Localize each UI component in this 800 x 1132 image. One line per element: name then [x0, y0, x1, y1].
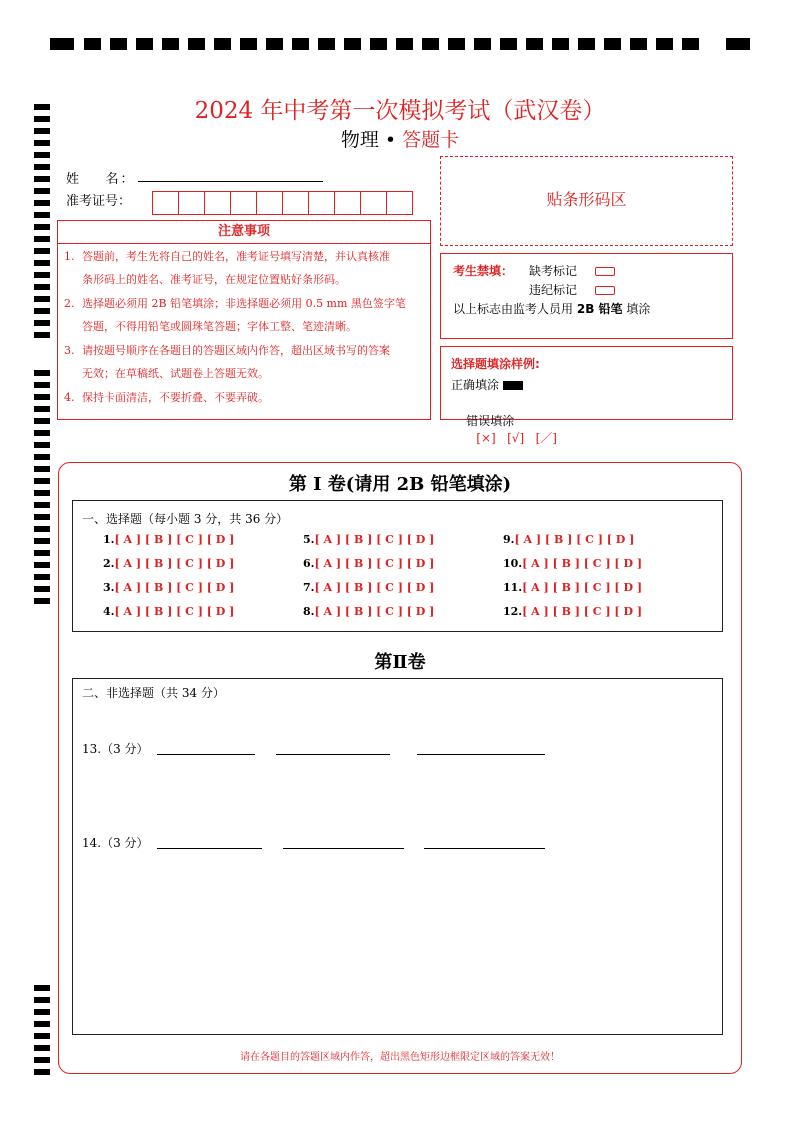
answer-options[interactable]: [ A ] [ B ] [ C ] [ D ] [114, 557, 235, 570]
choice-question[interactable] [303, 581, 434, 594]
note-item: 3. 请按题号顺序在各题目的答题区域内作答，超出区域书写的答案 无效；在草稿纸、试题卷上答题无效。 [64, 344, 390, 380]
timing-mark [34, 562, 50, 568]
forbid-panel [440, 253, 733, 339]
timing-mark [34, 236, 50, 242]
timing-mark [344, 38, 361, 50]
timing-mark [34, 308, 50, 314]
timing-mark [448, 38, 465, 50]
answer-options[interactable]: [ A ] [ B ] [ C ] [ D ] [114, 533, 235, 546]
sample-heading: 选择题填涂样例: [451, 357, 540, 371]
timing-mark [34, 284, 50, 290]
timing-mark [34, 1021, 50, 1027]
timing-mark [526, 38, 543, 50]
timing-mark [34, 370, 50, 376]
timing-mark [34, 985, 50, 991]
part1-title: 第 I 卷(请用 2B 铅笔填涂) [288, 474, 512, 495]
timing-mark [630, 38, 647, 50]
timing-mark [34, 320, 50, 326]
correct-fill-mark [503, 381, 523, 390]
timing-mark [34, 997, 50, 1003]
timing-mark [604, 38, 621, 50]
choice-question[interactable] [103, 533, 234, 546]
q13-blank-1[interactable] [157, 754, 255, 755]
timing-mark [34, 538, 50, 544]
exam-id-digit-box[interactable] [334, 191, 361, 215]
question-number: 12. [503, 605, 523, 618]
page-subtitle [0, 125, 800, 152]
fill-sample-panel [440, 346, 733, 445]
choice-question[interactable] [303, 533, 434, 546]
violation-label: 违纪标记 [529, 283, 578, 297]
answer-options[interactable]: [ A ] [ B ] [ C ] [ D ] [114, 605, 235, 618]
timing-mark [34, 394, 50, 400]
timing-mark [188, 38, 205, 50]
timing-mark [214, 38, 231, 50]
subtitle-dot: • [384, 129, 397, 151]
timing-mark [34, 164, 50, 170]
note-item: 2. 选择题必须用 2B 铅笔填涂；非选择题必须用 0.5 mm 黑色签字笔 答题，不得用铅笔或圆珠笔答题；字体工整、笔迹清晰。 [64, 297, 406, 333]
wrong-fill-label: 错误填涂 [466, 414, 515, 428]
free-response-box [72, 678, 723, 1035]
barcode-area: 贴条形码区 [440, 156, 733, 246]
notes-panel [57, 220, 431, 420]
wrong-fill-marks: [×] [√] [／] [476, 431, 557, 445]
timing-mark [578, 38, 595, 50]
question-number: 3. [103, 581, 115, 594]
exam-id-digit-box[interactable] [204, 191, 231, 215]
timing-mark [34, 514, 50, 520]
timing-mark [474, 38, 491, 50]
timing-mark [34, 442, 50, 448]
answer-options[interactable]: [ A ] [ B ] [ C ] [ D ] [114, 581, 235, 594]
q13-blank-2[interactable] [276, 754, 390, 755]
exam-id-digit-box[interactable] [386, 191, 413, 215]
answer-options[interactable]: [ A ] [ B ] [ C ] [ D ] [522, 557, 643, 570]
timing-mark [34, 296, 50, 302]
forbid-note: 以上标志由监考人员用 2B 铅笔 填涂 [453, 302, 651, 316]
timing-mark [34, 272, 50, 278]
choice-question[interactable] [503, 605, 642, 618]
choice-question[interactable] [503, 557, 642, 570]
exam-id-digit-box[interactable] [230, 191, 257, 215]
subject-label: 物理 [340, 129, 379, 151]
question-number: 6. [303, 557, 315, 570]
answer-options[interactable]: [ A ] [ B ] [ C ] [ D ] [522, 581, 643, 594]
timing-mark [34, 454, 50, 460]
exam-id-digit-box[interactable] [256, 191, 283, 215]
timing-mark [162, 38, 179, 50]
note-item: 1. 答题前，考生先将自己的姓名，准考证号填写清楚，并认真核准 条形码上的姓名、准考证号，在规定位置贴好条形码。 [64, 250, 390, 286]
question-number: 7. [303, 581, 315, 594]
question-number: 9. [503, 533, 515, 546]
question-number: 8. [303, 605, 315, 618]
timing-mark [34, 1069, 50, 1075]
absent-mark-box[interactable] [595, 267, 615, 276]
name-label: 姓 名： [66, 172, 136, 187]
timing-mark [50, 38, 74, 50]
answer-options[interactable]: [ A ] [ B ] [ C ] [ D ] [522, 605, 643, 618]
timing-mark [34, 260, 50, 266]
timing-mark [318, 38, 335, 50]
timing-mark [84, 38, 101, 50]
timing-mark [34, 248, 50, 254]
timing-mark [34, 188, 50, 194]
exam-id-digit-box[interactable] [178, 191, 205, 215]
timing-mark [34, 502, 50, 508]
choice-question[interactable] [103, 581, 234, 594]
timing-mark [34, 382, 50, 388]
choice-question[interactable] [303, 605, 434, 618]
timing-mark [34, 526, 50, 532]
choice-question[interactable] [503, 581, 642, 594]
timing-mark [500, 38, 517, 50]
timing-mark [110, 38, 127, 50]
exam-id-boxes[interactable] [152, 191, 412, 215]
exam-id-digit-box[interactable] [282, 191, 309, 215]
timing-mark [726, 38, 750, 50]
name-field[interactable] [138, 181, 323, 182]
q13-blank-3[interactable] [417, 754, 545, 755]
timing-mark [34, 176, 50, 182]
timing-mark [682, 38, 699, 50]
part2-title: 第Ⅱ卷 [374, 652, 426, 673]
timing-mark [422, 38, 439, 50]
timing-mark [34, 224, 50, 230]
exam-id-label: 准考证号： [66, 194, 132, 209]
question-13-label: 13.（3 分） [82, 742, 149, 756]
timing-mark [34, 212, 50, 218]
timing-mark [34, 430, 50, 436]
question-number: 4. [103, 605, 115, 618]
timing-mark [34, 550, 50, 556]
question-number: 10. [503, 557, 523, 570]
choice-question[interactable] [303, 557, 434, 570]
answer-options[interactable]: [ A ] [ B ] [ C ] [ D ] [314, 533, 435, 546]
question-number: 11. [503, 581, 523, 594]
correct-fill-label: 正确填涂 [451, 378, 500, 392]
timing-mark [396, 38, 413, 50]
q14-blank-1[interactable] [157, 848, 262, 849]
timing-mark [34, 1033, 50, 1039]
timing-mark [34, 418, 50, 424]
top-timing-marks [50, 38, 750, 52]
answer-options[interactable]: [ A ] [ B ] [ C ] [ D ] [314, 581, 435, 594]
timing-mark [266, 38, 283, 50]
timing-mark [34, 406, 50, 412]
timing-mark [292, 38, 309, 50]
q14-blank-3[interactable] [424, 848, 545, 849]
page-title: 2024 年中考第一次模拟考试（武汉卷） [194, 98, 606, 124]
absent-label: 缺考标记 [529, 264, 578, 278]
free-response-header: 二、非选择题（共 34 分） [82, 686, 225, 700]
timing-mark [34, 574, 50, 580]
question-number: 1. [103, 533, 115, 546]
q14-blank-2[interactable] [283, 848, 404, 849]
answer-options[interactable]: [ A ] [ B ] [ C ] [ D ] [314, 605, 435, 618]
timing-mark [656, 38, 673, 50]
timing-mark [370, 38, 387, 50]
footer-warning: 请在各题目的答题区域内作答，超出黑色矩形边框限定区域的答案无效！ [240, 1052, 560, 1063]
exam-id-digit-box[interactable] [308, 191, 335, 215]
timing-mark [34, 152, 50, 158]
card-label: 答题卡 [402, 129, 460, 151]
timing-mark [552, 38, 569, 50]
note-item: 4. 保持卡面清洁，不要折叠、不要弄破。 [64, 391, 269, 404]
timing-mark [34, 598, 50, 604]
question-14-label: 14.（3 分） [82, 836, 149, 850]
choice-question[interactable] [503, 533, 634, 546]
timing-mark [34, 332, 50, 338]
exam-id-digit-box[interactable] [360, 191, 387, 215]
choice-question[interactable] [103, 557, 234, 570]
violation-mark-box[interactable] [595, 286, 615, 295]
question-number: 2. [103, 557, 115, 570]
choice-question[interactable] [103, 605, 234, 618]
answer-options[interactable]: [ A ] [ B ] [ C ] [ D ] [514, 533, 635, 546]
notes-heading: 注意事项 [58, 221, 430, 244]
timing-mark [34, 200, 50, 206]
forbid-label: 考生禁填： [453, 264, 514, 278]
timing-mark [34, 1009, 50, 1015]
timing-mark [34, 586, 50, 592]
multiple-choice-header: 一、选择题（每小题 3 分，共 36 分） [82, 512, 289, 526]
timing-mark [136, 38, 153, 50]
exam-id-digit-box[interactable] [152, 191, 179, 215]
question-number: 5. [303, 533, 315, 546]
answer-options[interactable]: [ A ] [ B ] [ C ] [ D ] [314, 557, 435, 570]
timing-mark [240, 38, 257, 50]
